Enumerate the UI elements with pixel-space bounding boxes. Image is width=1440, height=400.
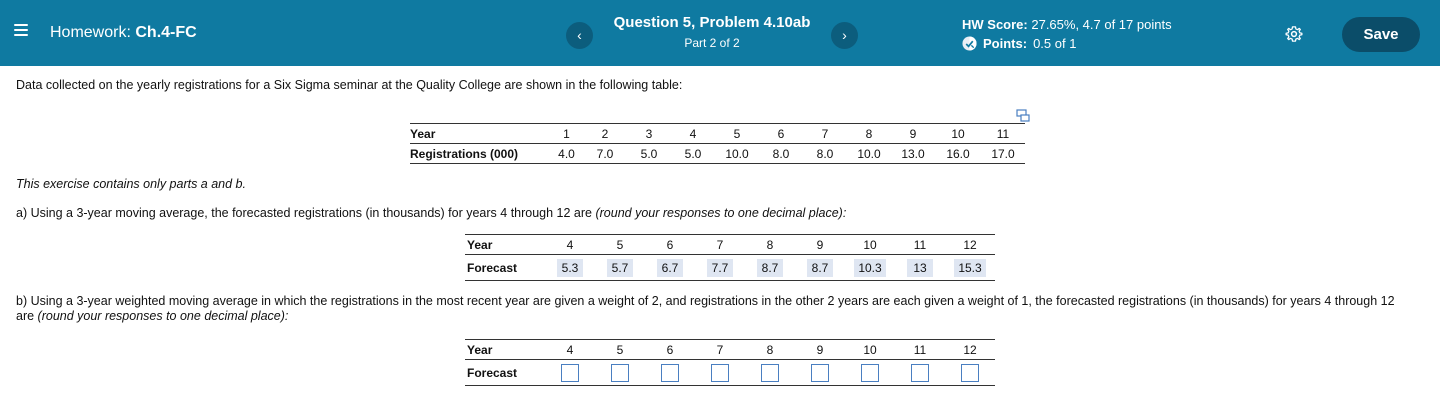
problem-intro: Data collected on the yearly registrations for a Six Sigma seminar at the Quality College are shown in the following table: xyxy=(16,78,683,92)
chevron-right-icon: › xyxy=(842,27,847,43)
year-cell: 9 xyxy=(795,235,845,255)
year-cell: 6 xyxy=(645,235,695,255)
next-question-button[interactable] xyxy=(831,22,858,49)
table-row xyxy=(410,144,1025,164)
part-a-text: a) Using a 3-year moving average, the forecasted registrations (in thousands) for years 4 through 12 are xyxy=(16,206,596,220)
year-cell: 2 xyxy=(583,124,627,144)
forecast-input[interactable] xyxy=(811,364,829,382)
year-cell: 10 xyxy=(845,235,895,255)
year-cell: 3 xyxy=(627,124,671,144)
part-a-instruction: (round your responses to one decimal place): xyxy=(595,206,847,220)
year-cell: 9 xyxy=(795,340,845,360)
part-b-question xyxy=(16,294,1416,324)
exercise-note: This exercise contains only parts a and b. xyxy=(16,177,246,191)
year-cell: 5 xyxy=(595,340,645,360)
year-cell: 10 xyxy=(845,340,895,360)
table-row xyxy=(465,340,995,360)
question-title: Question 5, Problem 4.10ab xyxy=(613,14,811,31)
question-points xyxy=(962,36,1076,51)
registration-cell: 10.0 xyxy=(857,146,881,161)
forecast-answer[interactable]: 8.7 xyxy=(807,259,833,277)
registrations-header: Registrations (000) xyxy=(410,146,519,161)
table-row xyxy=(465,235,995,255)
registration-cell: 17.0 xyxy=(991,146,1015,161)
year-cell: 9 xyxy=(891,124,935,144)
year-cell: 10 xyxy=(935,124,981,144)
year-cell: 11 xyxy=(895,235,945,255)
year-cell: 11 xyxy=(895,340,945,360)
homework-title xyxy=(50,24,197,42)
forecast-table-b xyxy=(465,339,995,386)
year-cell: 6 xyxy=(645,340,695,360)
hw-score-label: HW Score: xyxy=(962,17,1028,32)
table-row xyxy=(410,124,1025,144)
year-cell: 12 xyxy=(945,235,995,255)
year-cell: 4 xyxy=(545,235,595,255)
forecast-input[interactable] xyxy=(661,364,679,382)
forecast-header: Forecast xyxy=(467,365,518,380)
forecast-answer[interactable]: 10.3 xyxy=(854,259,885,277)
year-header: Year xyxy=(410,124,550,144)
hw-score-value: 27.65%, 4.7 of 17 points xyxy=(1031,17,1172,32)
forecast-table-a xyxy=(465,234,995,281)
forecast-answer[interactable]: 5.7 xyxy=(607,259,633,277)
year-cell: 7 xyxy=(695,340,745,360)
registration-cell: 13.0 xyxy=(901,146,925,161)
homework-prefix: Homework: xyxy=(50,24,131,41)
save-button[interactable]: Save xyxy=(1342,17,1420,52)
year-header: Year xyxy=(465,235,545,255)
year-cell: 12 xyxy=(945,340,995,360)
forecast-input[interactable] xyxy=(611,364,629,382)
chevron-left-icon: ‹ xyxy=(577,27,582,43)
forecast-input[interactable] xyxy=(761,364,779,382)
top-bar xyxy=(0,0,1440,66)
registration-cell: 16.0 xyxy=(946,146,970,161)
hw-score xyxy=(962,17,1172,32)
registration-cell: 5.0 xyxy=(640,146,658,161)
forecast-input[interactable] xyxy=(911,364,929,382)
partial-credit-icon xyxy=(962,36,977,51)
year-cell: 4 xyxy=(671,124,715,144)
table-row xyxy=(465,255,995,281)
forecast-answer[interactable]: 7.7 xyxy=(707,259,733,277)
year-cell: 5 xyxy=(715,124,759,144)
year-cell: 11 xyxy=(981,124,1025,144)
registration-cell: 8.0 xyxy=(772,146,790,161)
registration-cell: 4.0 xyxy=(558,146,575,161)
forecast-answer[interactable]: 13 xyxy=(907,259,933,277)
points-label: Points: xyxy=(983,36,1028,51)
registration-cell: 10.0 xyxy=(725,146,749,161)
year-cell: 5 xyxy=(595,235,645,255)
hamburger-menu-icon[interactable] xyxy=(14,24,28,36)
points-value: 0.5 of 1 xyxy=(1033,36,1077,51)
table-row xyxy=(465,360,995,386)
year-cell: 1 xyxy=(550,124,583,144)
question-part: Part 2 of 2 xyxy=(684,36,740,50)
registration-cell: 7.0 xyxy=(596,146,614,161)
year-cell: 7 xyxy=(803,124,847,144)
part-a-question xyxy=(16,206,846,220)
forecast-input[interactable] xyxy=(711,364,729,382)
registration-cell: 8.0 xyxy=(816,146,834,161)
forecast-answer[interactable]: 8.7 xyxy=(757,259,783,277)
year-cell: 7 xyxy=(695,235,745,255)
year-cell: 6 xyxy=(759,124,803,144)
year-cell: 8 xyxy=(847,124,891,144)
year-cell: 8 xyxy=(745,340,795,360)
forecast-answer[interactable]: 6.7 xyxy=(657,259,683,277)
previous-question-button[interactable] xyxy=(566,22,593,49)
forecast-input[interactable] xyxy=(561,364,579,382)
registrations-table xyxy=(410,123,1025,164)
year-cell: 8 xyxy=(745,235,795,255)
registration-cell: 5.0 xyxy=(684,146,702,161)
forecast-answer[interactable]: 5.3 xyxy=(557,259,583,277)
forecast-input[interactable] xyxy=(861,364,879,382)
gear-icon[interactable] xyxy=(1285,25,1303,43)
year-header: Year xyxy=(465,340,545,360)
forecast-input[interactable] xyxy=(961,364,979,382)
homework-name: Ch.4-FC xyxy=(135,24,197,41)
year-cell: 4 xyxy=(545,340,595,360)
forecast-header: Forecast xyxy=(467,260,518,275)
part-b-instruction: (round your responses to one decimal place): xyxy=(37,309,289,323)
copy-table-icon[interactable] xyxy=(1016,109,1030,122)
forecast-answer[interactable]: 15.3 xyxy=(954,259,985,277)
part-b-text: b) Using a 3-year weighted moving average in which the registrations in the most recent year are given a weight of 2, and registrations in the other 2 years are each given a weight of 1, the forecasted registrations (in thousands) for years 4 through 12 are xyxy=(16,294,1395,323)
